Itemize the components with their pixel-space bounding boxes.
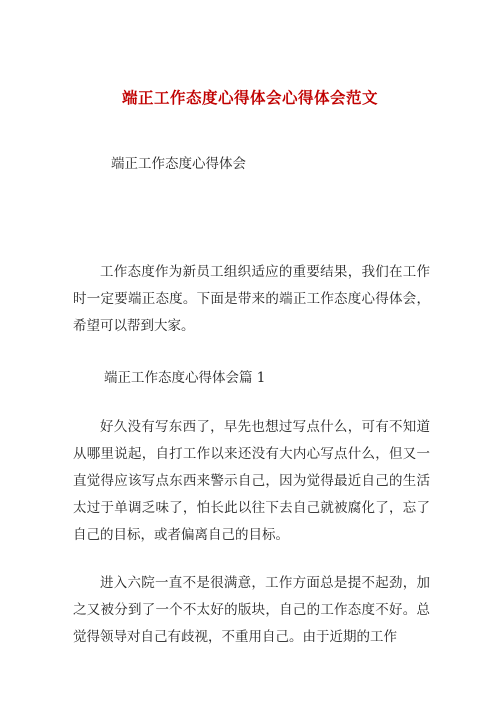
- document-subtitle: 端正工作态度心得体会: [111, 156, 246, 172]
- body-paragraph-2: 进入六院一直不是很满意，工作方面总是提不起劲，加之又被分到了一个不太好的版块，自己的工作态度不好。总觉得领导对自己有歧视，不重用自己。由于近期的工作: [73, 575, 430, 645]
- intro-paragraph: 工作态度作为新员工组织适应的重要结果，我们在工作时一定要端正态度。下面是带来的端正工作态度心得体会，希望可以帮到大家。: [73, 264, 430, 334]
- document-title: 端正工作态度心得体会心得体会范文: [121, 88, 378, 107]
- body-paragraph-1: 好久没有写东西了，早先也想过写点什么，可有不知道从哪里说起，自打工作以来还没有大内心写点什么，但又一直觉得应该写点东西来警示自己，因为觉得最近自己的生活太过于单调乏味了，怕长此以往下去自己就被腐化了，忘了自己的目标，或者偏离自己的目标。: [73, 419, 430, 543]
- section-heading: 端正工作态度心得体会篇 1: [104, 370, 266, 386]
